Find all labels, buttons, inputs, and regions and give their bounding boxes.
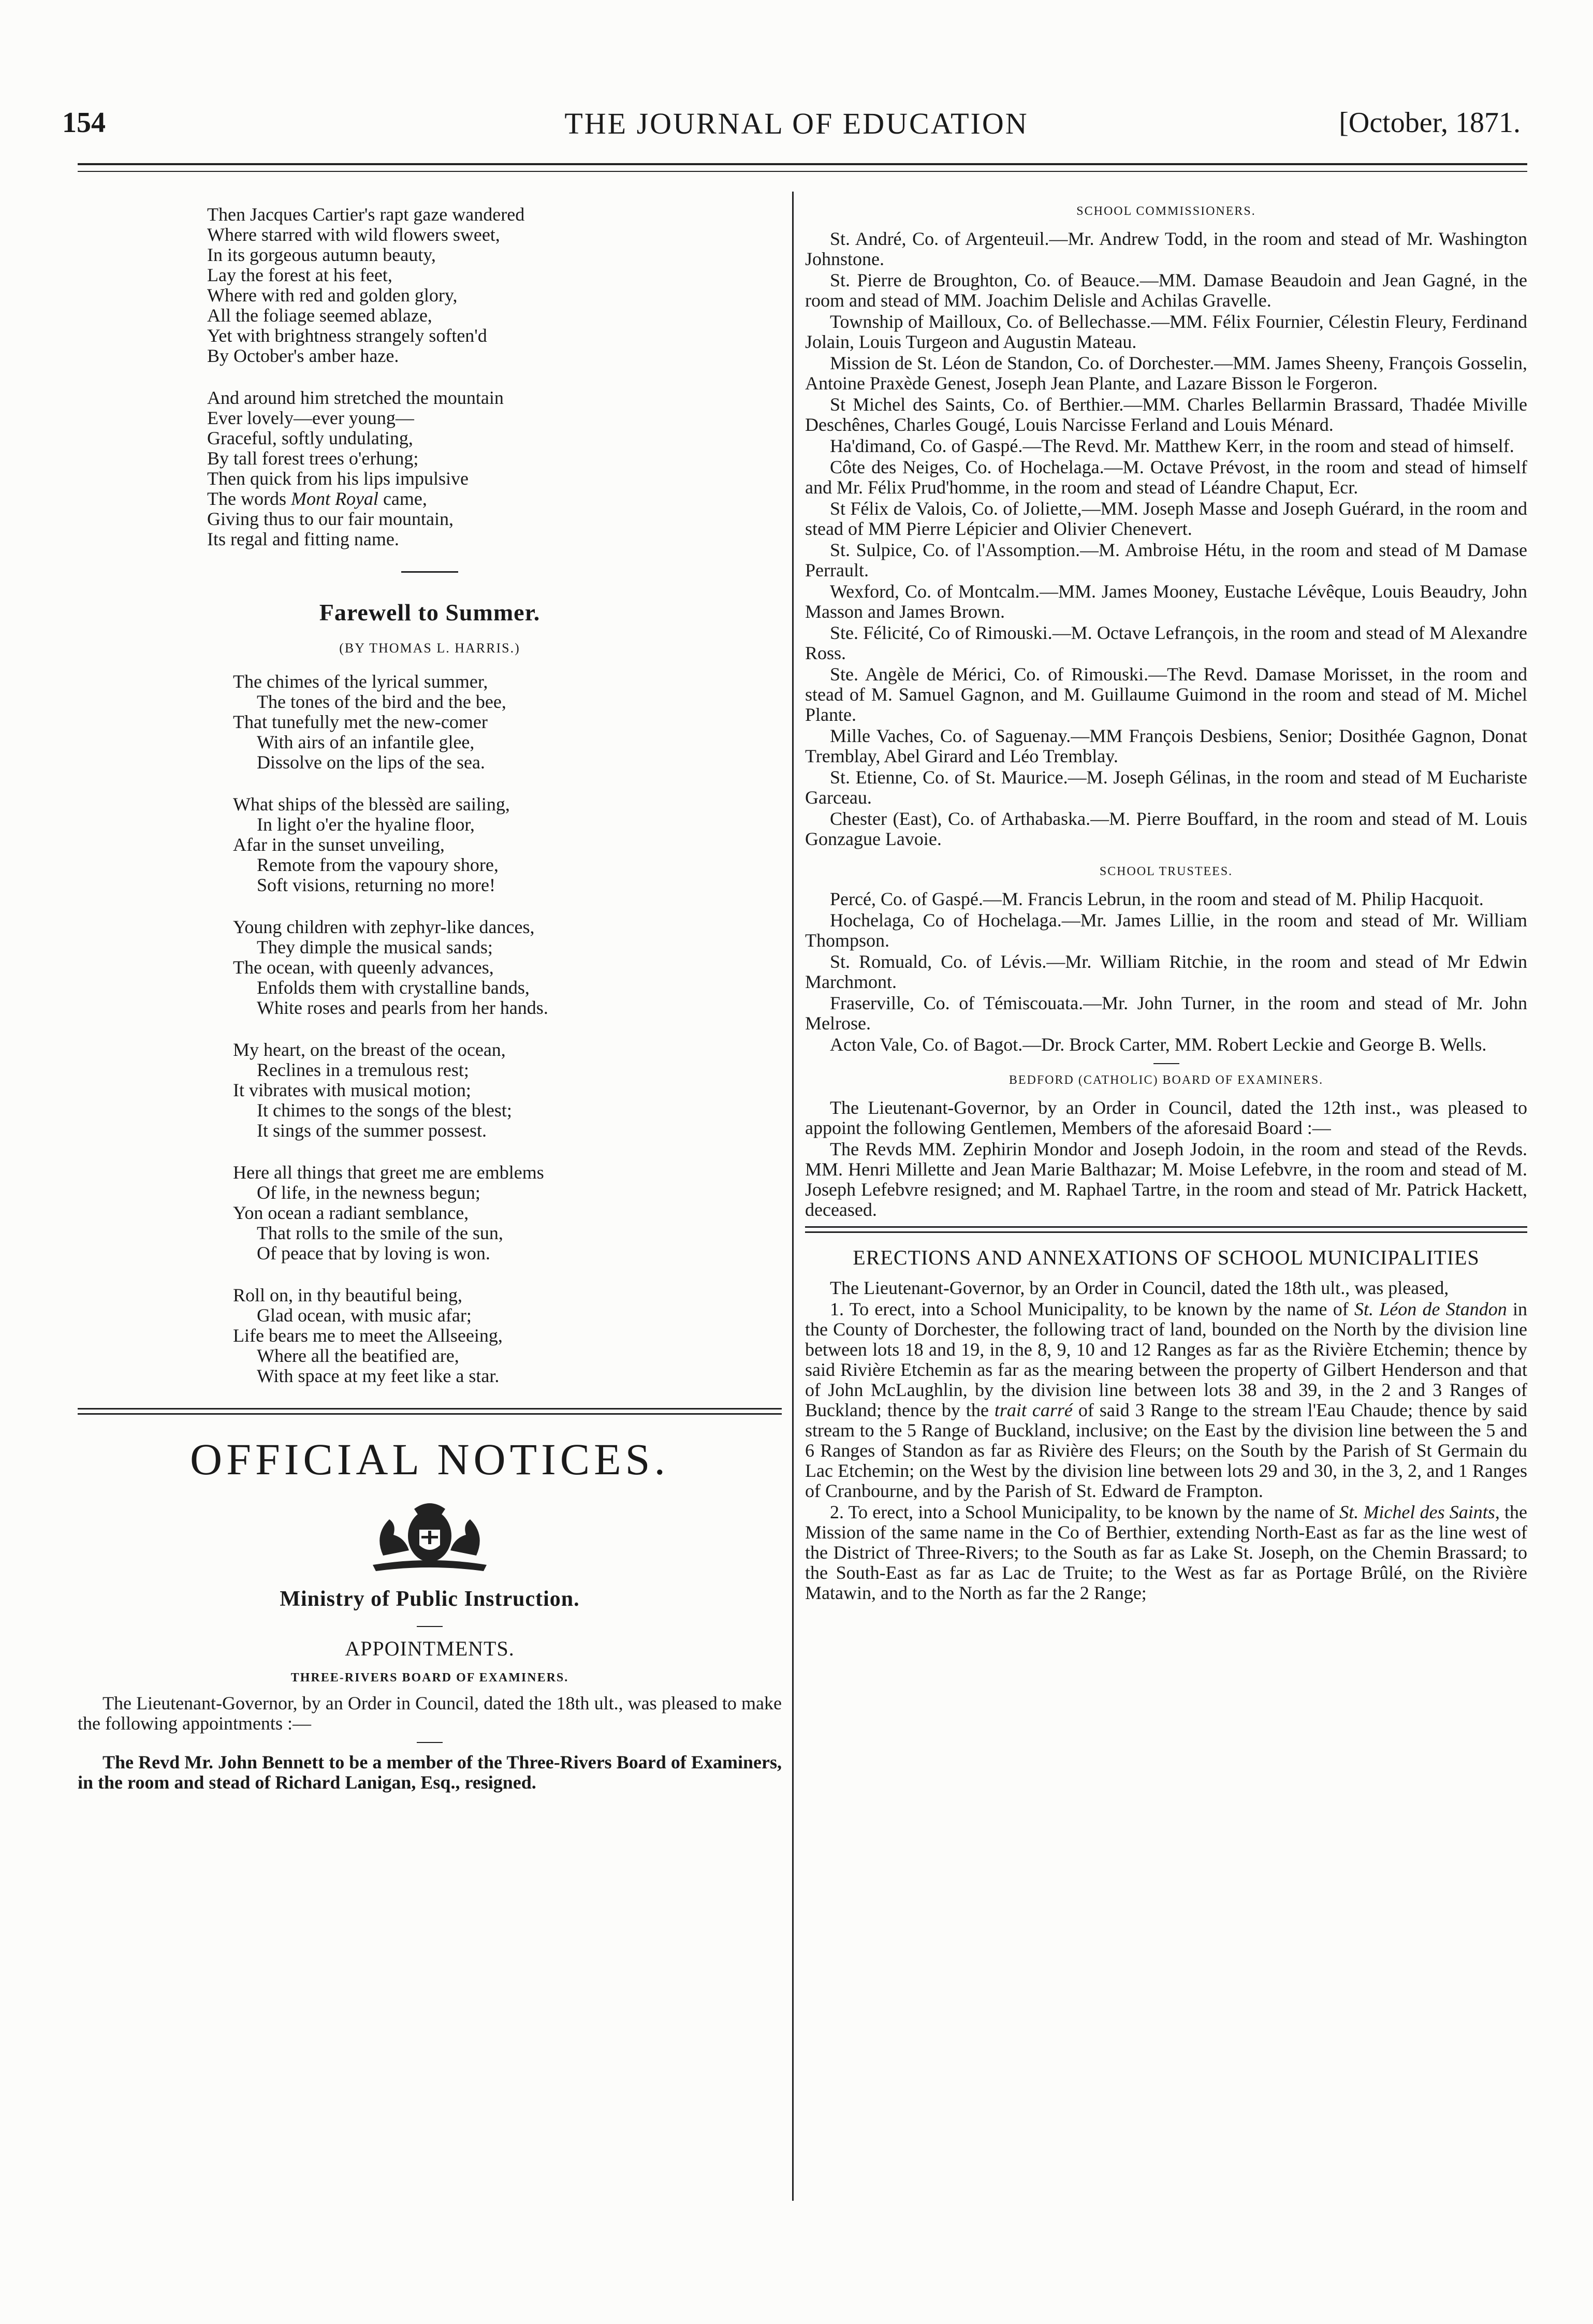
official-notices-title: OFFICIAL NOTICES. [190, 1434, 669, 1484]
issue-date: [October, 1871. [1339, 107, 1521, 139]
stanza [233, 917, 782, 1018]
poem-line: Yon ocean a radiant semblance, [233, 1202, 469, 1223]
poem-line: They dimple the musical sands; [257, 937, 493, 957]
poem-line: Ever lovely—ever young— [207, 408, 414, 428]
commissioner-entry: St Michel des Saints, Co. of Berthier.—MM. Charles Bellarmin Brassard, Thadée Miville Deschênes, Charles Gougé, Louis Narcisse Ferland and Louis Ménard. [805, 394, 1527, 435]
official-rules [78, 1408, 782, 1415]
commissioner-entry: St. André, Co. of Argenteuil.—Mr. Andrew Todd, in the room and stead of Mr. Washington Johnstone. [805, 228, 1527, 269]
poem-line: Dissolve on the lips of the sea. [257, 752, 485, 773]
commissioner-entry: St. Etienne, Co. of St. Maurice.—M. Joseph Gélinas, in the room and stead of M Eucharistе Garceau. [805, 767, 1527, 808]
left-column [78, 205, 782, 1794]
commissioner-entry: Township of Mailloux, Co. of Bellechasse.—MM. Félix Fournier, Célestin Fleury, Ferdinand Jolain, Louis Turgeon and Augustin Mateau. [805, 311, 1527, 352]
commissioner-entry: Ste. Angèle de Mérici, Co. of Rimouski.—The Revd. Damase Morisset, in the room and stead of M. Samuel Gagnon, and M. Guillaume Guimond in the room and stead of M. Michel Plante. [805, 664, 1527, 725]
italic-text: St. Léon de Standon [1354, 1299, 1507, 1319]
commissioner-entry: Ha'dimand, Co. of Gaspé.—The Revd. Mr. Matthew Kerr, in the room and stead of himself. [830, 435, 1514, 456]
commissioner-entry: Mission de St. Léon de Standon, Co. of Dorchester.—MM. James Sheeny, François Gosselin, Antoine Praxède Genest, Joseph Jean Plante, and Lazare Bisson le Forgeron. [805, 353, 1527, 394]
poem-line: Lay the forest at his feet, [207, 265, 392, 285]
poem-line: With airs of an infantile glee, [257, 732, 475, 752]
poem-line: Where all the beatified are, [257, 1345, 459, 1366]
stanza [233, 1040, 782, 1141]
poem-line: That tunefully met the new-comer [233, 711, 488, 732]
poem-title: Farewell to Summer. [319, 599, 540, 626]
italic-text: Mont Royal [290, 488, 378, 509]
commissioner-entry: Mille Vaches, Co. of Saguenay.—MM François Desbiens, Senior; Dosithée Gagnon, Donat Tremblay, Abel Girard and Léo Tremblay. [805, 725, 1527, 766]
commissioner-entry: Côte des Neiges, Co. of Hochelaga.—M. Octave Prévost, in the room and stead of himself and Mr. Félix Prud'homme, in the room and stead of Léandre Chaput, Ecr. [805, 457, 1527, 498]
journal-title: THE JOURNAL OF EDUCATION [564, 107, 1029, 140]
poem-line: Afar in the sunset unveiling, [233, 834, 445, 855]
stanza [233, 672, 782, 773]
stanza [233, 1285, 782, 1386]
erection-entry: 1. To erect, into a School Municipality, to be known by the name of St. Léon de Standon in the County of Dorchester, the following tract of land, bounded on the North by the division line between lots 18 and 19, in the 8, 9, 10 and 12 Ranges as far as the Rivière Etchemin; thence by said Rivière Etchemin as far as the mearing between the property of Gilbert Henderson and that of John McLaughlin, by the division line between lots 38 and 39, in the 2 and 3 Ranges of Buckland; thence by the trait carré of said 3 Range to the stream l'Eau Chaude; thence by said stream to the 5 Range of Buckland, inclusive; on the East by the division line between the 5 and 6 Ranges of Standon as far as Rivière des Fleurs; on the South by the Parish of St Germain du Lac Etchemin; on the West by the division line between lots 29 and 30, in the 3, 2, and 1 Ranges of Cranbourne, and by the Parish of St. Edward de Frampton. [805, 1299, 1527, 1501]
poem-line: The chimes of the lyrical summer, [233, 671, 488, 692]
trustee-entry: Hochelaga, Co of Hochelaga.—Mr. James Lillie, in the room and stead of Mr. William Thompson. [805, 910, 1527, 951]
poem-line: Life bears me to meet the Allseeing, [233, 1325, 503, 1346]
poem-line: Here all things that greet me are emblems [233, 1162, 544, 1183]
poem-line: My heart, on the breast of the ocean, [233, 1039, 506, 1060]
appointment-bennett: The Revd Mr. John Bennett to be a member of the Three-Rivers Board of Examiners, in the room and stead of Richard Lanigan, Esq., resigned. [78, 1752, 782, 1793]
poem-line: Soft visions, returning no more! [257, 875, 495, 895]
poem-line: All the foliage seemed ablaze, [207, 305, 432, 326]
poem-line: The words Mont Royal came, [207, 488, 427, 509]
poem-line: Graceful, softly undulating, [207, 428, 413, 448]
poem-mont-royal [78, 205, 782, 549]
poem-line: What ships of the blessèd are sailing, [233, 794, 510, 815]
poem-line: In light o'er the hyaline floor, [257, 814, 475, 835]
commissioners-heading: SCHOOL COMMISSIONERS. [1076, 205, 1256, 218]
poem-line: The tones of the bird and the bee, [257, 691, 506, 712]
poem-line: It sings of the summer possest. [257, 1120, 487, 1141]
appointment-paragraph: The Lieutenant-Governor, by an Order in Council, dated the 18th ult., was pleased to make the following appointments :— [78, 1693, 782, 1734]
page-header [0, 106, 1593, 153]
poem-line: That rolls to the smile of the sun, [257, 1223, 503, 1243]
column-divider [792, 192, 794, 2201]
section-rules [805, 1226, 1527, 1233]
poem-line: Of peace that by loving is won. [257, 1243, 490, 1263]
italic-text: St. Michel des Saints [1339, 1502, 1495, 1522]
bedford-entry: The Revds MM. Zephirin Mondor and Joseph Jodoin, in the room and stead of the Revds. MM. Henri Millette and Jean Marie Balthazar; M. Moise Lefebvre, in the room and stead of M. Joseph Lefebvre resigned; and M. Raphael Tartre, in the room and stead of Mr. Patrick Hackett, deceased. [805, 1139, 1527, 1220]
poem-line: Remote from the vapoury shore, [257, 854, 499, 875]
trustee-entry: Percé, Co. of Gaspé.—M. Francis Lebrun, in the room and stead of M. Philip Hacquoit. [830, 889, 1484, 909]
stanza [207, 205, 782, 366]
poem-line: Reclines in a tremulous rest; [257, 1059, 469, 1080]
bedford-heading: BEDFORD (CATHOLIC) BOARD OF EXAMINERS. [1009, 1073, 1324, 1087]
poem-line: In its gorgeous autumn beauty, [207, 244, 436, 265]
poem-line: With space at my feet like a star. [257, 1366, 500, 1386]
separator [417, 1626, 443, 1627]
poem-line: The ocean, with queenly advances, [233, 957, 494, 978]
poem-byline: (BY THOMAS L. HARRIS.) [339, 641, 520, 656]
poem-line: Giving thus to our fair mountain, [207, 509, 454, 529]
section-separator [401, 571, 458, 573]
trustee-entry: Acton Vale, Co. of Bagot.—Dr. Brock Carter, MM. Robert Leckie and George B. Wells. [830, 1034, 1487, 1055]
trustee-entry: Fraserville, Co. of Témiscouata.—Mr. John Turner, in the room and stead of Mr. John Melrose. [805, 993, 1527, 1034]
commissioner-entry: St. Pierre de Broughton, Co. of Beauce.—MM. Damase Beaudoin and Jean Gagné, in the room and stead of MM. Joachim Delisle and Achilas Gravelle. [805, 270, 1527, 311]
separator [1153, 1063, 1179, 1064]
poem-farewell-to-summer [78, 672, 782, 1386]
poem-line: Where with red and golden glory, [207, 285, 458, 306]
poem-line: Glad ocean, with music afar; [257, 1305, 472, 1326]
poem-line: By October's amber haze. [207, 345, 399, 366]
trustee-entry: St. Romuald, Co. of Lévis.—Mr. William Ritchie, in the room and stead of Mr Edwin Marchmont. [805, 951, 1527, 992]
poem-line: Yet with brightness strangely soften'd [207, 325, 487, 346]
right-column [805, 205, 1527, 1604]
stanza [207, 388, 782, 549]
poem-line: Roll on, in thy beautiful being, [233, 1285, 462, 1305]
stanza [233, 794, 782, 895]
poem-line: Then quick from his lips impulsive [207, 468, 469, 489]
page-number: 154 [62, 107, 106, 139]
poem-line: Young children with zephyr-like dances, [233, 917, 535, 937]
header-rule-thin [78, 171, 1527, 172]
poem-line: Then Jacques Cartier's rapt gaze wandered [207, 204, 525, 225]
commissioner-entry: St Félix de Valois, Co. of Joliette,—MM. Joseph Masse and Joseph Guérard, in the room and stead of MM Pierre Lépicier and Olivier Chenevert. [805, 498, 1527, 539]
commissioner-entry: St. Sulpice, Co. of l'Assomption.—M. Ambroise Hétu, in the room and stead of M Damase Perrault. [805, 540, 1527, 580]
bedford-entry: The Lieutenant-Governor, by an Order in Council, dated the 12th inst., was pleased to appoint the following Gentlemen, Members of the aforesaid Board :— [805, 1097, 1527, 1138]
commissioner-entry: Ste. Félicité, Co of Rimouski.—M. Octave Lefrançois, in the room and stead of M Alexandre Ross. [805, 622, 1527, 663]
ministry-title: Ministry of Public Instruction. [280, 1587, 580, 1611]
italic-text: trait carré [994, 1400, 1073, 1420]
poem-line: Enfolds them with crystalline bands, [257, 977, 530, 998]
commissioners-list [805, 229, 1527, 849]
poem-line: By tall forest trees o'erhung; [207, 448, 419, 469]
erection-entry: The Lieutenant-Governor, by an Order in Council, dated the 18th ult., was pleased, [830, 1277, 1449, 1298]
poem-line: White roses and pearls from her hands. [257, 997, 548, 1018]
royal-coat-of-arms-icon [352, 1499, 507, 1576]
poem-line: Where starred with wild flowers sweet, [207, 224, 500, 245]
poem-line: Its regal and fitting name. [207, 529, 399, 549]
stanza [233, 1163, 782, 1263]
commissioner-entry: Chester (East), Co. of Arthabaska.—M. Pierre Bouffard, in the room and stead of M. Louis Gonzague Lavoie. [805, 808, 1527, 849]
poem-line: It chimes to the songs of the blest; [257, 1100, 512, 1121]
bedford-list [805, 1098, 1527, 1220]
header-rule [78, 163, 1527, 165]
board-heading: THREE-RIVERS BOARD OF EXAMINERS. [290, 1671, 569, 1684]
commissioner-entry: Wexford, Co. of Montcalm.—MM. James Mooney, Eustache Lévêque, Louis Beaudry, John Masson and James Brown. [805, 581, 1527, 622]
poem-line: And around him stretched the mountain [207, 387, 504, 408]
erections-heading: ERECTIONS AND ANNEXATIONS OF SCHOOL MUNICIPALITIES [853, 1246, 1480, 1269]
trustees-list [805, 889, 1527, 1055]
erection-entry: 2. To erect, into a School Municipality, to be known by the name of St. Michel des Saints, the Mission of the same name in the Co of Berthier, extending North-East as far as the line west of the District of Three-Rivers; to the South as far as Lake St. Joseph, on the Chemin Brassard; to the South-East as far as Lac de Truite; to the West as far as Portage Brûlé, on the Rivière Matawin, and to the North as far the 2 Range; [805, 1502, 1528, 1603]
trustees-heading: SCHOOL TRUSTEES. [1099, 865, 1233, 878]
poem-line: Of life, in the newness begun; [257, 1182, 480, 1203]
poem-line: It vibrates with musical motion; [233, 1080, 471, 1100]
appointments-heading: APPOINTMENTS. [345, 1637, 515, 1660]
erections-list [805, 1278, 1527, 1603]
separator [417, 1742, 443, 1743]
